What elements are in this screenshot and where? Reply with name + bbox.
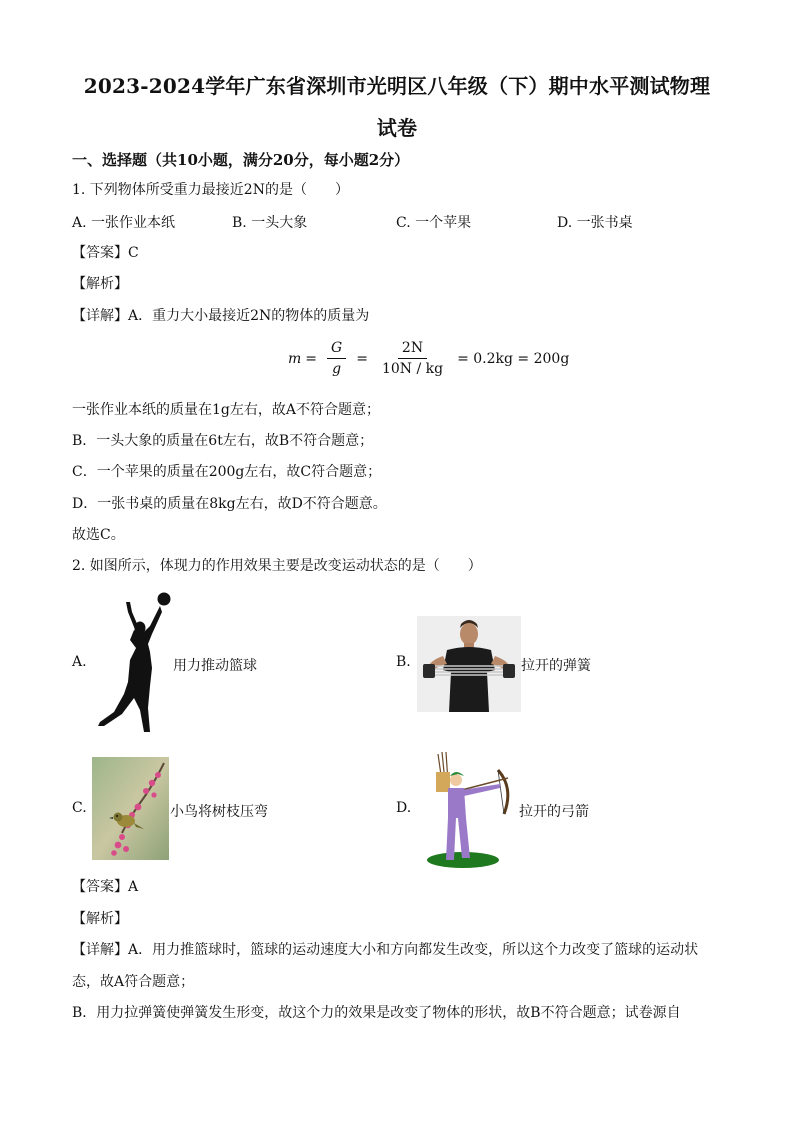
q2-option-c-letter: C. bbox=[72, 800, 87, 816]
spring-expander-image bbox=[417, 616, 521, 712]
q1-answer: 【答案】C bbox=[72, 245, 139, 261]
formula-frac-2 bbox=[378, 340, 447, 377]
q2-option-c-caption: 小鸟将树枝压弯 bbox=[170, 804, 268, 820]
q1-detail: 【详解】A．重力大小最接近2N的物体的质量为 bbox=[72, 308, 370, 324]
formula-lhs: m bbox=[288, 350, 302, 367]
frac2-numerator: 2N bbox=[398, 340, 427, 359]
frac1-numerator: G bbox=[327, 340, 346, 359]
frac1-denominator: g bbox=[332, 361, 342, 377]
formula-frac-1 bbox=[327, 340, 346, 377]
q2-option-a-caption: 用力推动篮球 bbox=[173, 658, 257, 674]
q2-option-a-letter: A. bbox=[72, 654, 87, 670]
archer-image bbox=[418, 748, 516, 873]
q2-option-d-letter: D. bbox=[396, 800, 412, 816]
q2-option-d-caption: 拉开的弓箭 bbox=[519, 804, 589, 820]
bird-branch-image bbox=[92, 757, 169, 860]
formula-rhs: = 0.2kg = 200g bbox=[457, 350, 570, 367]
section-heading: 一、选择题（共10小题，满分20分，每小题2分） bbox=[72, 151, 410, 169]
q1-stem: 1. 下列物体所受重力最接近2N的是（ ） bbox=[72, 182, 349, 198]
q2-detail-line-3: B．用力拉弹簧使弹簧发生形变，故这个力的效果是改变了物体的形状，故B不符合题意；试卷源自 bbox=[72, 1005, 681, 1021]
q1-line-2: B．一头大象的质量在6t左右，故B不符合题意； bbox=[72, 433, 374, 449]
q2-stem: 2. 如图所示，体现力的作用效果主要是改变运动状态的是（ ） bbox=[72, 558, 482, 574]
q1-line-4: D．一张书桌的质量在8kg左右，故D不符合题意。 bbox=[72, 496, 387, 512]
title-line-2: 试卷 bbox=[376, 116, 418, 140]
q1-analysis: 【解析】 bbox=[72, 276, 128, 292]
q1-option-a: A. 一张作业本纸 bbox=[72, 215, 176, 231]
q2-detail-line-2: 态，故A符合题意； bbox=[72, 974, 195, 990]
q1-formula bbox=[288, 340, 569, 377]
q1-line-3: C．一个苹果的质量在200g左右，故C符合题意； bbox=[72, 464, 382, 480]
formula-eq1: = bbox=[305, 350, 318, 367]
q2-analysis: 【解析】 bbox=[72, 911, 128, 927]
basketball-player-image bbox=[90, 590, 174, 736]
q2-answer: 【答案】A bbox=[72, 879, 139, 895]
q1-option-b: B. 一头大象 bbox=[232, 215, 308, 231]
q2-option-b-letter: B. bbox=[396, 654, 411, 670]
q1-line-1: 一张作业本纸的质量在1g左右，故A不符合题意； bbox=[72, 402, 380, 418]
q2-detail-line-1: 【详解】A．用力推篮球时，篮球的运动速度大小和方向都发生改变，所以这个力改变了篮球的运动状 bbox=[72, 942, 699, 958]
q2-option-b-caption: 拉开的弹簧 bbox=[521, 658, 591, 674]
title-line-1: 2023-2024学年广东省深圳市光明区八年级（下）期中水平测试物理 bbox=[83, 74, 711, 98]
q1-option-c: C. 一个苹果 bbox=[396, 215, 472, 231]
formula-eq2: = bbox=[356, 350, 368, 367]
q1-line-5: 故选C。 bbox=[72, 527, 125, 543]
q1-option-d: D. 一张书桌 bbox=[557, 215, 633, 231]
frac2-denominator: 10N / kg bbox=[381, 361, 444, 377]
